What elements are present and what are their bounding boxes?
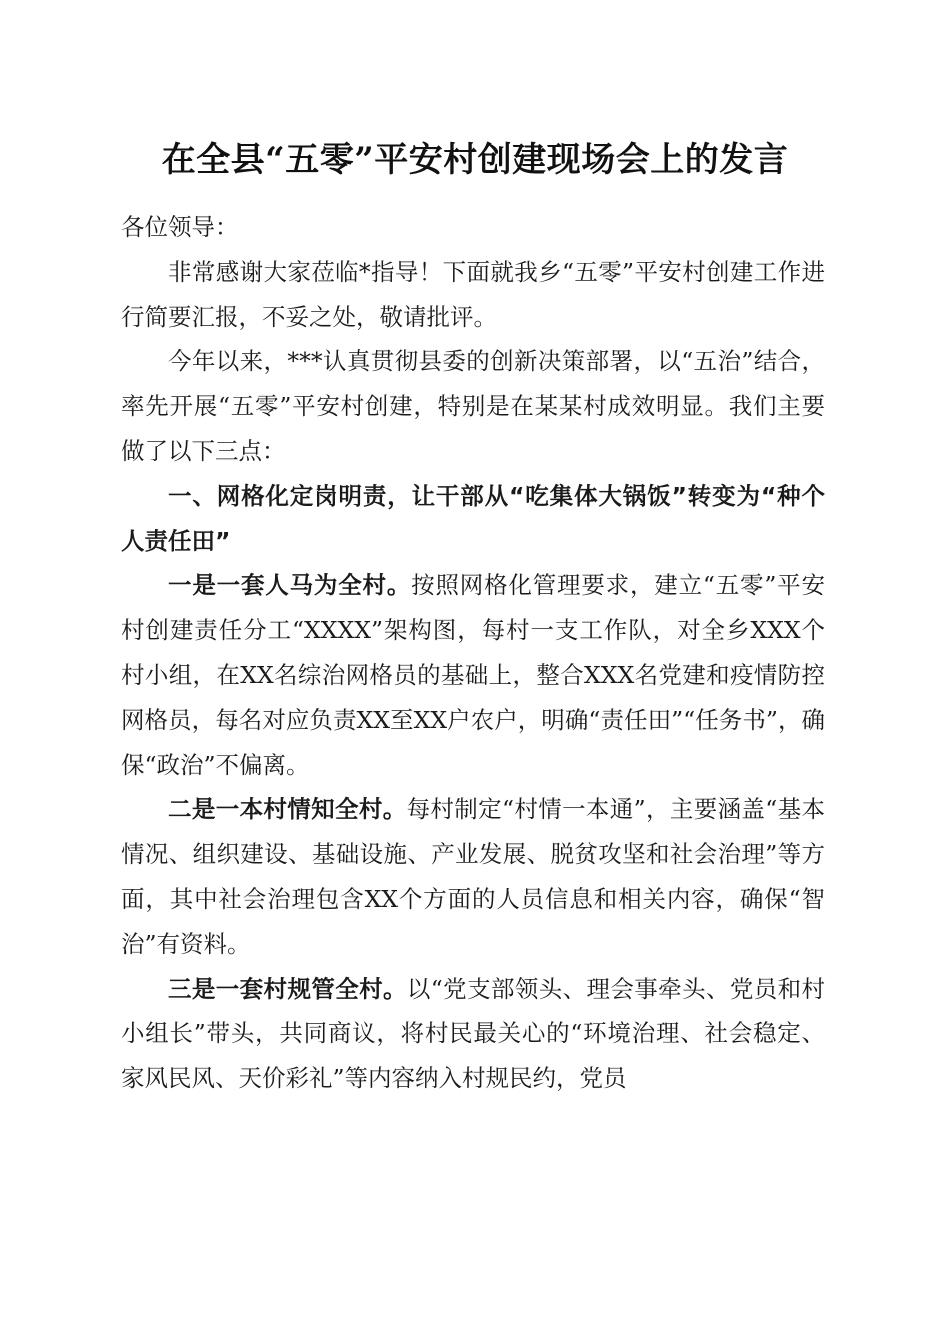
document-title: 在全县“五零”平安村创建现场会上的发言 [161,140,789,180]
point-three-lead: 三是一套村规管全村。 [168,974,407,1003]
intro-paragraph: 非常感谢大家莅临*指导！下面就我乡“五零”平安村创建工作进行简要汇报，不妥之处，敬请批评。 [121,257,825,331]
point-one-lead: 一是一套人马为全村。 [168,571,412,600]
point-one-text: 按照网格化管理要求，建立“五零”平安村创建责任分工“XXXX”架构图，每村一支工作队，对全乡XXX个村小组，在XX名综治网格员的基础上，整合XXX名党建和疫情防控网格员，每名对应负责XX至XX户农户，明确“责任田”“任务书”，确保“政治”不偏离。 [121,571,826,779]
document-body [121,205,825,1101]
point-three-text: 以“党支部领头、理会事牵头、党员和村小组长”带头，共同商议，将村民最关心的“环境治理、社会稳定、家风民风、天价彩礼”等内容纳入村规民约，党员 [121,974,826,1093]
section-heading: 一、网格化定岗明责，让干部从“吃集体大锅饭”转变为“种个人责任田” [121,481,825,555]
point-three-paragraph [121,967,825,1101]
point-two-lead: 二是一本村情知全村。 [168,795,407,824]
point-two-text: 每村制定“村情一本通”，主要涵盖“基本情况、组织建设、基础设施、产业发展、脱贫攻坚和社会治理”等方面，其中社会治理包含XX个方面的人员信息和相关内容，确保“智治”有资料。 [121,795,826,958]
salutation: 各位领导： [121,213,239,241]
point-one-paragraph [121,563,825,787]
overview-paragraph: 今年以来，***认真贯彻县委的创新决策部署，以“五治”结合，率先开展“五零”平安村创建，特别是在某某村成效明显。我们主要做了以下三点： [121,347,825,465]
point-two-paragraph [121,787,825,966]
